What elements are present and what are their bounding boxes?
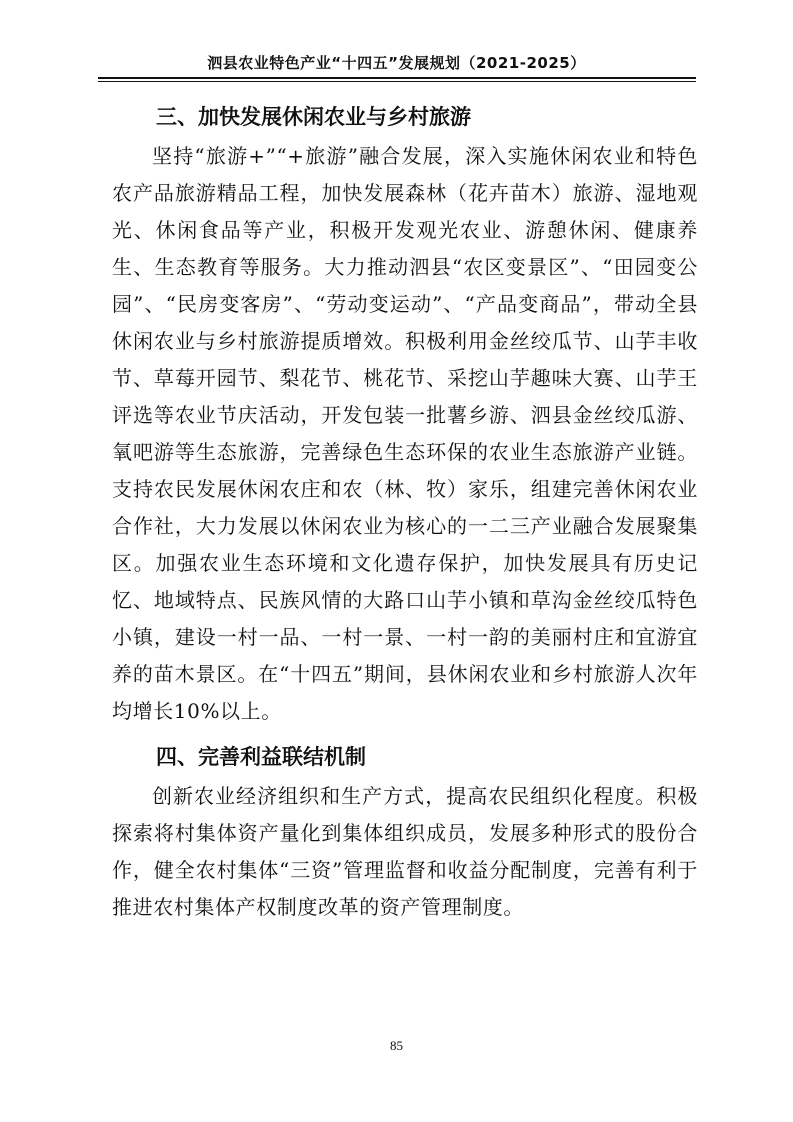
page-body	[112, 96, 698, 926]
running-header: 泗县农业特色产业“十四五”发展规划（2021-2025）	[207, 54, 586, 72]
section-paragraph: 坚持“旅游+”“+旅游”融合发展，深入实施休闲农业和特色农产品旅游精品工程，加快发展森林（花卉苗木）旅游、湿地观光、休闲食品等产业，积极开发观光农业、游憩休闲、健康养生、生态教育等服务。大力推动泗县“农区变景区”、“田园变公园”、“民房变客房”、“劳动变运动”、“产品变商品”，带动全县休闲农业与乡村旅游提质增效。积极利用金丝绞瓜节、山芋丰收节、草莓开园节、梨花节、桃花节、采挖山芋趣味大赛、山芋王评选等农业节庆活动，开发包装一批薯乡游、泗县金丝绞瓜游、氧吧游等生态旅游，完善绿色生态环保的农业生态旅游产业链。支持农民发展休闲农庄和农（林、牧）家乐，组建完善休闲农业合作社，大力发展以休闲农业为核心的一二三产业融合发展聚集区。加强农业生态环境和文化遗存保护，加快发展具有历史记忆、地域特点、民族风情的大路口山芋小镇和草沟金丝绞瓜特色小镇，建设一村一品、一村一景、一村一韵的美丽村庄和宜游宜养的苗木景区。在“十四五”期间，县休闲农业和乡村旅游人次年均增长10%以上。	[112, 144, 698, 723]
header-rule-thin	[98, 81, 696, 82]
page-number: 85	[390, 1038, 403, 1053]
section-paragraph: 创新农业经济组织和生产方式，提高农民组织化程度。积极探索将村集体资产量化到集体组织成员，发展多种形式的股份合作，健全农村集体“三资”管理监督和收益分配制度，完善有利于推进农村集体产权制度改革的资产管理制度。	[112, 784, 698, 919]
section-title: 三、加快发展休闲农业与乡村旅游	[156, 105, 471, 129]
section-title: 四、完善利益联结机制	[156, 745, 366, 769]
header-rule	[98, 77, 696, 79]
